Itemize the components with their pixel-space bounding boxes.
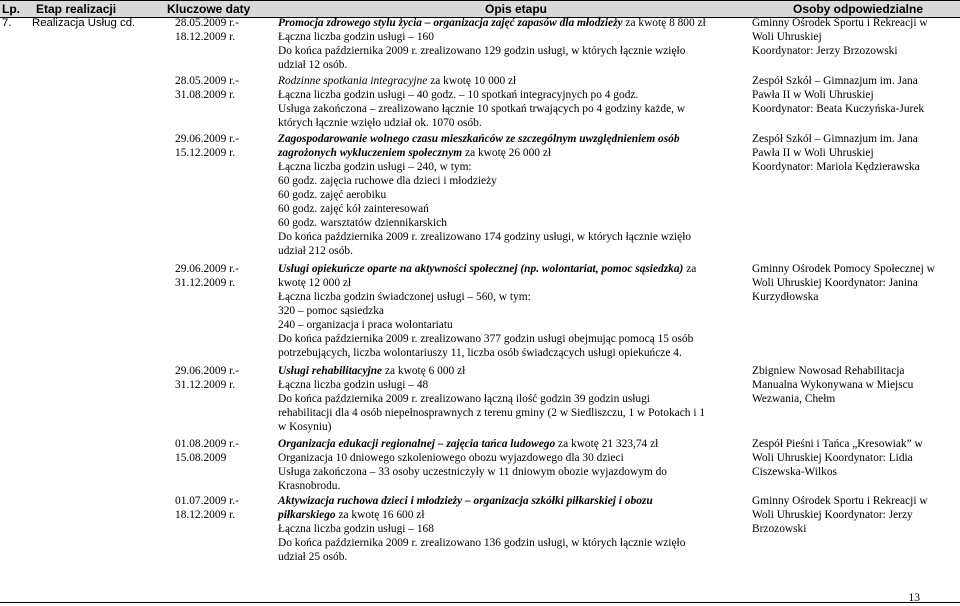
entry-responsible: Woli Uhruskiej	[752, 31, 822, 43]
entry-title: Promocja zdrowego stylu życia – organizacja zajęć zapasów dla młodzieży za kwotę 8 800 zł	[278, 17, 706, 29]
entry-title: Organizacja edukacji regionalnej – zajęcia tańca ludowego za kwotę 21 323,74 zł	[278, 438, 659, 450]
entry-date-start: 28.05.2009 r.-	[175, 17, 239, 29]
entry-responsible: Pawła II w Woli Uhruskiej	[752, 89, 874, 101]
header-description: Opis etapu	[485, 2, 548, 16]
entry-date-end: 18.12.2009 r.	[175, 509, 236, 521]
entry-line: udział 25 osób.	[278, 551, 348, 563]
entry-line: kwotę 12 000 zł	[278, 277, 352, 289]
entry-responsible: Gminny Ośrodek Sportu i Rekreacji w	[752, 495, 928, 507]
entry-line: udział 212 osób.	[278, 245, 353, 257]
header-responsible: Osoby odpowiedzialne	[793, 2, 924, 16]
entry-date-end: 15.08.2009	[175, 452, 227, 464]
entry-line: Do końca października 2009 r. zrealizowano 136 godzin usługi, w których łącznie wzięło	[278, 537, 686, 549]
entry-responsible: Manualna Wykonywana w Miejscu	[752, 379, 914, 391]
entry-responsible: Gminny Ośrodek Sportu i Rekreacji w	[752, 17, 928, 29]
row-stage: Realizacja Usług cd.	[32, 17, 136, 29]
entry-responsible: Woli Uhruskiej Koordynator: Lidia	[752, 452, 913, 464]
entry-responsible: Brzozowski	[752, 523, 807, 535]
entry-line: Do końca października 2009 r. zrealizowano 129 godzin usługi, w których łącznie wzięło	[278, 45, 686, 57]
entry-line: Krasnobrodu.	[278, 480, 341, 492]
entry-responsible: Koordynator: Jerzy Brzozowski	[752, 45, 898, 57]
entry-title: Zagospodarowanie wolnego czasu mieszkańców ze szczególnym uwzględnieniem osób	[278, 133, 680, 145]
entry-responsible: Koordynator: Mariola Kędzierawska	[752, 161, 920, 173]
entry-date-start: 01.07.2009 r.-	[175, 495, 239, 507]
entry-line: udział 12 osób.	[278, 59, 348, 71]
entry-responsible: Zespół Szkół – Gimnazjum im. Jana	[752, 133, 918, 145]
entry-line: Łączna liczba godzin usługi – 40 godz. – 10 spotkań integracyjnych po 4 godz.	[278, 89, 639, 101]
header-lp: Lp.	[2, 2, 20, 16]
entry-line: 60 godz. zajęcia ruchowe dla dzieci i młodzieży	[278, 175, 497, 187]
entry-title-cont: piłkarskiego za kwotę 16 600 zł	[278, 509, 425, 521]
entry-line: 60 godz. zajęć kół zainteresowań	[278, 203, 429, 215]
entry-responsible: Zespół Szkół – Gimnazjum im. Jana	[752, 75, 918, 87]
entry-line: Łączna liczba godzin usługi – 240, w tym:	[278, 161, 472, 173]
entry-line: Do końca października 2009 r. zrealizowano 377 godzin usługi obejmując pomocą 15 osób	[278, 333, 694, 345]
entry-line: 320 – pomoc sąsiedzka	[278, 305, 384, 317]
entry-responsible: Woli Uhruskiej Koordynator: Jerzy	[752, 509, 913, 521]
entry-date-start: 29.06.2009 r.-	[175, 263, 239, 275]
header-dates: Kluczowe daty	[167, 2, 251, 16]
entry-responsible: Ciszewska-Wilkos	[752, 466, 837, 478]
entry-line: których łącznie wzięło udział ok. 1070 osób.	[278, 117, 482, 129]
entry-line: Łączna liczba godzin usługi – 168	[278, 523, 434, 535]
entry-title: Aktywizacja ruchowa dzieci i młodzieży – organizacja szkółki piłkarskiej i obozu	[278, 495, 653, 507]
entry-responsible: Pawła II w Woli Uhruskiej	[752, 147, 874, 159]
entry-date-start: 01.08.2009 r.-	[175, 438, 239, 450]
entry-date-end: 31.12.2009 r.	[175, 379, 236, 391]
entry-date-end: 31.12.2009 r.	[175, 277, 236, 289]
entry-line: 60 godz. warsztatów dziennikarskich	[278, 217, 447, 229]
entry-title: Usługi opiekuńcze oparte na aktywności społecznej (np. wolontariat, pomoc sąsiedzka) za	[278, 263, 697, 275]
entry-date-end: 18.12.2009 r.	[175, 31, 236, 43]
entry-line: w Kosyniu)	[278, 421, 332, 433]
entry-line: Organizacja 10 dniowego szkoleniowego obozu wyjazdowego dla 30 dzieci	[278, 452, 624, 464]
table-bottom-border	[0, 602, 960, 603]
entry-responsible: Wezwania, Chełm	[752, 393, 836, 405]
entry-line: 240 – organizacja i praca wolontariatu	[278, 319, 453, 331]
header-stage: Etap realizacji	[36, 2, 117, 16]
entry-line: Do końca października 2009 r. zrealizowano łączną ilość godzin 39 godzin usługi	[278, 393, 650, 405]
entry-line: rehabilitacji dla 4 osób niepełnosprawnych z terenu gminy (2 w Siedliszczu, 1 w Potokach i 1	[278, 407, 706, 419]
entry-date-end: 15.12.2009 r.	[175, 147, 236, 159]
table-header	[0, 0, 960, 18]
entry-line: Łączna liczba godzin usługi – 48	[278, 379, 429, 391]
entry-responsible: Koordynator: Beata Kuczyńska-Jurek	[752, 103, 925, 115]
entry-date-start: 29.06.2009 r.-	[175, 133, 239, 145]
entry-date-start: 28.05.2009 r.-	[175, 75, 239, 87]
entry-title: Rodzinne spotkania integracyjne za kwotę 10 000 zł	[278, 75, 517, 87]
entry-responsible: Gminny Ośrodek Pomocy Społecznej w	[752, 263, 935, 275]
entry-line: Do końca października 2009 r. zrealizowano 174 godziny usługi, w których łącznie wzięło	[278, 231, 692, 243]
entry-title: Usługi rehabilitacyjne za kwotę 6 000 zł	[278, 365, 466, 377]
entry-line: Łączna liczba godzin świadczonej usługi – 560, w tym:	[278, 291, 531, 303]
entry-line: potrzebujących, liczba wolontariuszy 11, liczba osób świadczących usługi opiekuńcze 4.	[278, 347, 682, 359]
entry-line: 60 godz. zajęć aerobiku	[278, 189, 387, 201]
entry-line: Łączna liczba godzin usługi – 160	[278, 31, 434, 43]
row-number: 7.	[2, 17, 12, 29]
entry-line: Usługa zakończona – 33 osoby uczestniczyły w 11 dniowym obozie wyjazdowym do	[278, 466, 667, 478]
entry-responsible: Zespół Pieśni i Tańca „Kresowiak” w	[752, 438, 923, 450]
entry-responsible: Woli Uhruskiej Koordynator: Janina	[752, 277, 918, 289]
entry-responsible: Kurzydłowska	[752, 291, 819, 303]
entry-date-end: 31.08.2009 r.	[175, 89, 236, 101]
page-number: 13	[908, 592, 920, 604]
entry-responsible: Zbigniew Nowosad Rehabilitacja	[752, 365, 905, 377]
entry-line: Usługa zakończona – zrealizowano łącznie 10 spotkań trwających po 4 godziny każde, w	[278, 103, 686, 115]
entry-date-start: 29.06.2009 r.-	[175, 365, 239, 377]
entry-title-cont: zagrożonych wykluczeniem społecznym za kwotę 26 000 zł	[278, 147, 552, 159]
